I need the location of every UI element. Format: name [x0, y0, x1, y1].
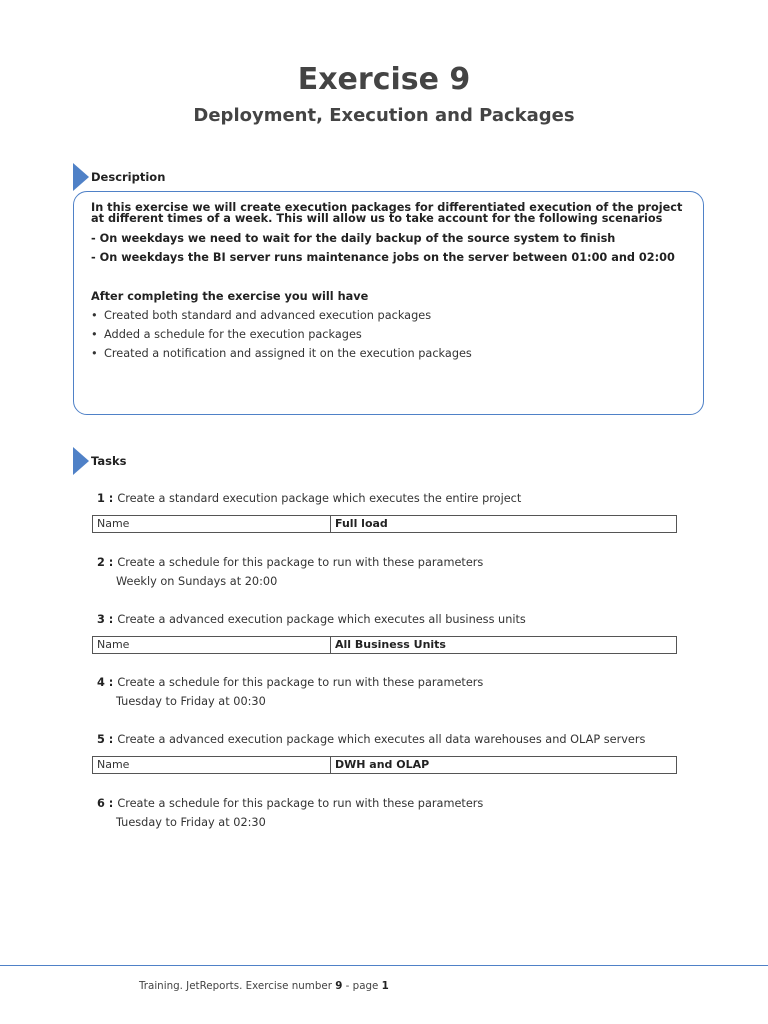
- footer-divider: [0, 965, 768, 966]
- table-label: Name: [93, 516, 331, 532]
- footer-prefix: Training. JetReports. Exercise number: [139, 980, 336, 992]
- task-item: [97, 613, 526, 626]
- task-item: [97, 556, 483, 569]
- table-row: [92, 756, 677, 774]
- task-text: Create a schedule for this package to run with these parameters: [117, 676, 484, 689]
- outcomes-heading: After completing the exercise you will have: [91, 290, 369, 303]
- task-number: 2 :: [97, 556, 114, 569]
- tasks-heading: Tasks: [91, 454, 127, 468]
- task-number: 5 :: [97, 733, 114, 746]
- table-value: Full load: [335, 517, 388, 530]
- tasks-arrow-icon: [73, 447, 89, 475]
- outcome-text: Created both standard and advanced execution packages: [104, 309, 432, 322]
- table-label: Name: [93, 757, 331, 773]
- outcome-item: [91, 328, 362, 341]
- footer-middle: - page: [342, 980, 382, 992]
- description-arrow-icon: [73, 163, 89, 191]
- task-parameter: Tuesday to Friday at 00:30: [116, 695, 266, 708]
- footer-exercise-number: 9: [335, 980, 343, 992]
- outcome-item: [91, 309, 431, 322]
- task-number: 6 :: [97, 797, 114, 810]
- task-text: Create a standard execution package which executes the entire project: [117, 492, 522, 505]
- task-item: [97, 733, 645, 746]
- page-title: Exercise 9: [297, 62, 471, 97]
- table-value: DWH and OLAP: [335, 758, 430, 771]
- task-text: Create a schedule for this package to run with these parameters: [117, 556, 484, 569]
- table-value: All Business Units: [335, 638, 446, 651]
- task-parameter: Tuesday to Friday at 02:30: [116, 816, 266, 829]
- task-text: Create a advanced execution package which executes all data warehouses and OLAP servers: [117, 733, 646, 746]
- task-item: [97, 797, 483, 810]
- scenario-item: - On weekdays we need to wait for the daily backup of the source system to finish: [91, 232, 616, 245]
- footer-page-number: 1: [381, 980, 389, 992]
- page-subtitle: Deployment, Execution and Packages: [193, 105, 575, 126]
- task-item: [97, 676, 483, 689]
- table-row: [92, 515, 677, 533]
- bullet-icon: •: [91, 309, 98, 322]
- task-number: 4 :: [97, 676, 114, 689]
- outcome-text: Created a notification and assigned it on the execution packages: [104, 347, 472, 360]
- task-text: Create a advanced execution package which executes all business units: [117, 613, 526, 626]
- task-number: 3 :: [97, 613, 114, 626]
- description-heading: Description: [91, 170, 166, 184]
- bullet-icon: •: [91, 328, 98, 341]
- task-item: [97, 492, 521, 505]
- table-label: Name: [93, 637, 331, 653]
- outcome-item: [91, 347, 472, 360]
- task-number: 1 :: [97, 492, 114, 505]
- task-text: Create a schedule for this package to run with these parameters: [117, 797, 484, 810]
- table-row: [92, 636, 677, 654]
- page-footer: [139, 980, 389, 992]
- task-parameter: Weekly on Sundays at 20:00: [116, 575, 278, 588]
- description-intro: In this exercise we will create execution packages for differentiated execution of the project at different times of a week. This will allow us to take account for the following scenarios: [91, 201, 683, 225]
- scenario-item: - On weekdays the BI server runs maintenance jobs on the server between 01:00 and 02:00: [91, 251, 675, 264]
- bullet-icon: •: [91, 347, 98, 360]
- outcome-text: Added a schedule for the execution packages: [104, 328, 362, 341]
